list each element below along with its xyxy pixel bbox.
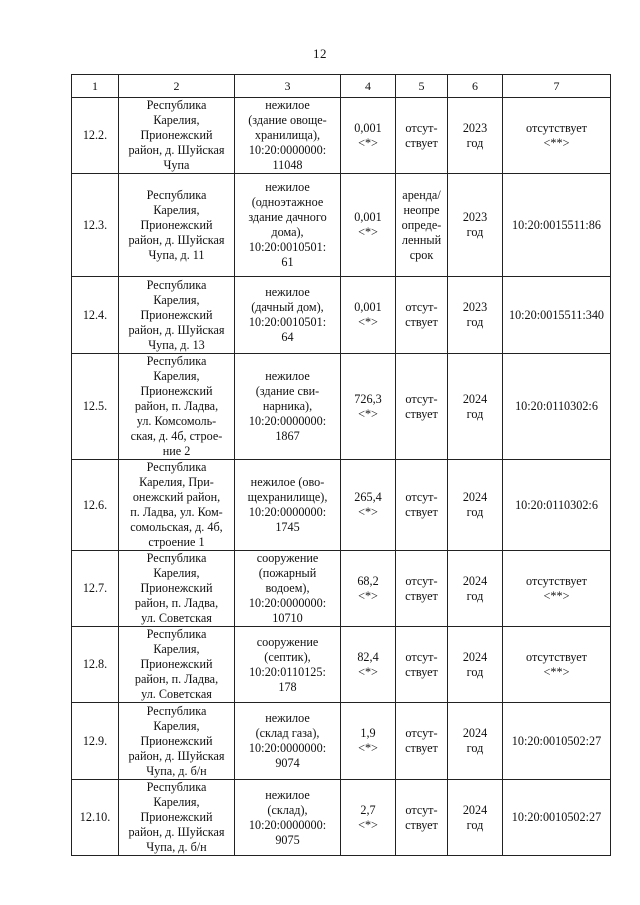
area-cell: 0,001 <*>	[341, 277, 396, 354]
encumbrance-cell: отсут- ствует	[396, 780, 448, 856]
table-row	[72, 354, 611, 460]
table-row	[72, 780, 611, 856]
column-header: 5	[396, 75, 448, 98]
object-cell: сооружение (септик), 10:20:0110125: 178	[235, 627, 341, 703]
year-cell: 2024 год	[448, 703, 503, 780]
area-cell: 82,4 <*>	[341, 627, 396, 703]
row-number: 12.10.	[72, 780, 119, 856]
object-cell: нежилое (склад), 10:20:0000000: 9075	[235, 780, 341, 856]
cadastral-cell: 10:20:0110302:6	[503, 460, 611, 551]
column-header: 2	[119, 75, 235, 98]
property-table	[71, 74, 611, 856]
row-number: 12.7.	[72, 551, 119, 627]
area-cell: 68,2 <*>	[341, 551, 396, 627]
row-number: 12.3.	[72, 174, 119, 277]
address-cell: Республика Карелия, Прионежский район, п. Ладва, ул. Комсомоль- ская, д. 4б, строе- ние 2	[119, 354, 235, 460]
cadastral-cell: отсутствует <**>	[503, 98, 611, 174]
table-row	[72, 551, 611, 627]
column-header: 3	[235, 75, 341, 98]
year-cell: 2024 год	[448, 354, 503, 460]
year-cell: 2024 год	[448, 780, 503, 856]
encumbrance-cell: отсут- ствует	[396, 98, 448, 174]
object-cell: нежилое (дачный дом), 10:20:0010501: 64	[235, 277, 341, 354]
cadastral-cell: отсутствует <**>	[503, 551, 611, 627]
cadastral-cell: отсутствует <**>	[503, 627, 611, 703]
cadastral-cell: 10:20:0010502:27	[503, 703, 611, 780]
object-cell: нежилое (здание сви- нарника), 10:20:0000000: 1867	[235, 354, 341, 460]
cadastral-cell: 10:20:0010502:27	[503, 780, 611, 856]
object-cell: нежилое (ово- щехранилище), 10:20:0000000: 1745	[235, 460, 341, 551]
column-header: 7	[503, 75, 611, 98]
year-cell: 2023 год	[448, 174, 503, 277]
year-cell: 2024 год	[448, 460, 503, 551]
object-cell: нежилое (склад газа), 10:20:0000000: 9074	[235, 703, 341, 780]
table-row	[72, 703, 611, 780]
year-cell: 2024 год	[448, 627, 503, 703]
object-cell: сооружение (пожарный водоем), 10:20:0000000: 10710	[235, 551, 341, 627]
cadastral-cell: 10:20:0015511:86	[503, 174, 611, 277]
table-row	[72, 277, 611, 354]
year-cell: 2023 год	[448, 98, 503, 174]
area-cell: 265,4 <*>	[341, 460, 396, 551]
address-cell: Республика Карелия, Прионежский район, п. Ладва, ул. Советская	[119, 551, 235, 627]
encumbrance-cell: отсут- ствует	[396, 703, 448, 780]
encumbrance-cell: аренда/ неопре опреде- ленный срок	[396, 174, 448, 277]
table-row	[72, 627, 611, 703]
area-cell: 1,9 <*>	[341, 703, 396, 780]
address-cell: Республика Карелия, При- онежский район, п. Ладва, ул. Ком- сомольская, д. 4б, строение 1	[119, 460, 235, 551]
cadastral-cell: 10:20:0015511:340	[503, 277, 611, 354]
encumbrance-cell: отсут- ствует	[396, 277, 448, 354]
cadastral-cell: 10:20:0110302:6	[503, 354, 611, 460]
row-number: 12.9.	[72, 703, 119, 780]
row-number: 12.8.	[72, 627, 119, 703]
page-number: 12	[313, 46, 327, 61]
row-number: 12.2.	[72, 98, 119, 174]
address-cell: Республика Карелия, Прионежский район, д. Шуйская Чупа	[119, 98, 235, 174]
encumbrance-cell: отсут- ствует	[396, 627, 448, 703]
year-cell: 2023 год	[448, 277, 503, 354]
address-cell: Республика Карелия, Прионежский район, п. Ладва, ул. Советская	[119, 627, 235, 703]
table-row	[72, 460, 611, 551]
column-header: 1	[72, 75, 119, 98]
object-cell: нежилое (здание овоще- хранилища), 10:20:0000000: 11048	[235, 98, 341, 174]
table-header-row	[72, 75, 611, 98]
area-cell: 2,7 <*>	[341, 780, 396, 856]
row-number: 12.5.	[72, 354, 119, 460]
area-cell: 0,001 <*>	[341, 174, 396, 277]
address-cell: Республика Карелия, Прионежский район, д. Шуйская Чупа, д. 13	[119, 277, 235, 354]
table-row	[72, 174, 611, 277]
table-row	[72, 98, 611, 174]
encumbrance-cell: отсут- ствует	[396, 460, 448, 551]
area-cell: 0,001 <*>	[341, 98, 396, 174]
column-header: 6	[448, 75, 503, 98]
address-cell: Республика Карелия, Прионежский район, д. Шуйская Чупа, д. б/н	[119, 780, 235, 856]
object-cell: нежилое (одноэтажное здание дачного дома), 10:20:0010501: 61	[235, 174, 341, 277]
row-number: 12.6.	[72, 460, 119, 551]
address-cell: Республика Карелия, Прионежский район, д. Шуйская Чупа, д. 11	[119, 174, 235, 277]
column-header: 4	[341, 75, 396, 98]
address-cell: Республика Карелия, Прионежский район, д. Шуйская Чупа, д. б/н	[119, 703, 235, 780]
year-cell: 2024 год	[448, 551, 503, 627]
area-cell: 726,3 <*>	[341, 354, 396, 460]
encumbrance-cell: отсут- ствует	[396, 354, 448, 460]
row-number: 12.4.	[72, 277, 119, 354]
encumbrance-cell: отсут- ствует	[396, 551, 448, 627]
